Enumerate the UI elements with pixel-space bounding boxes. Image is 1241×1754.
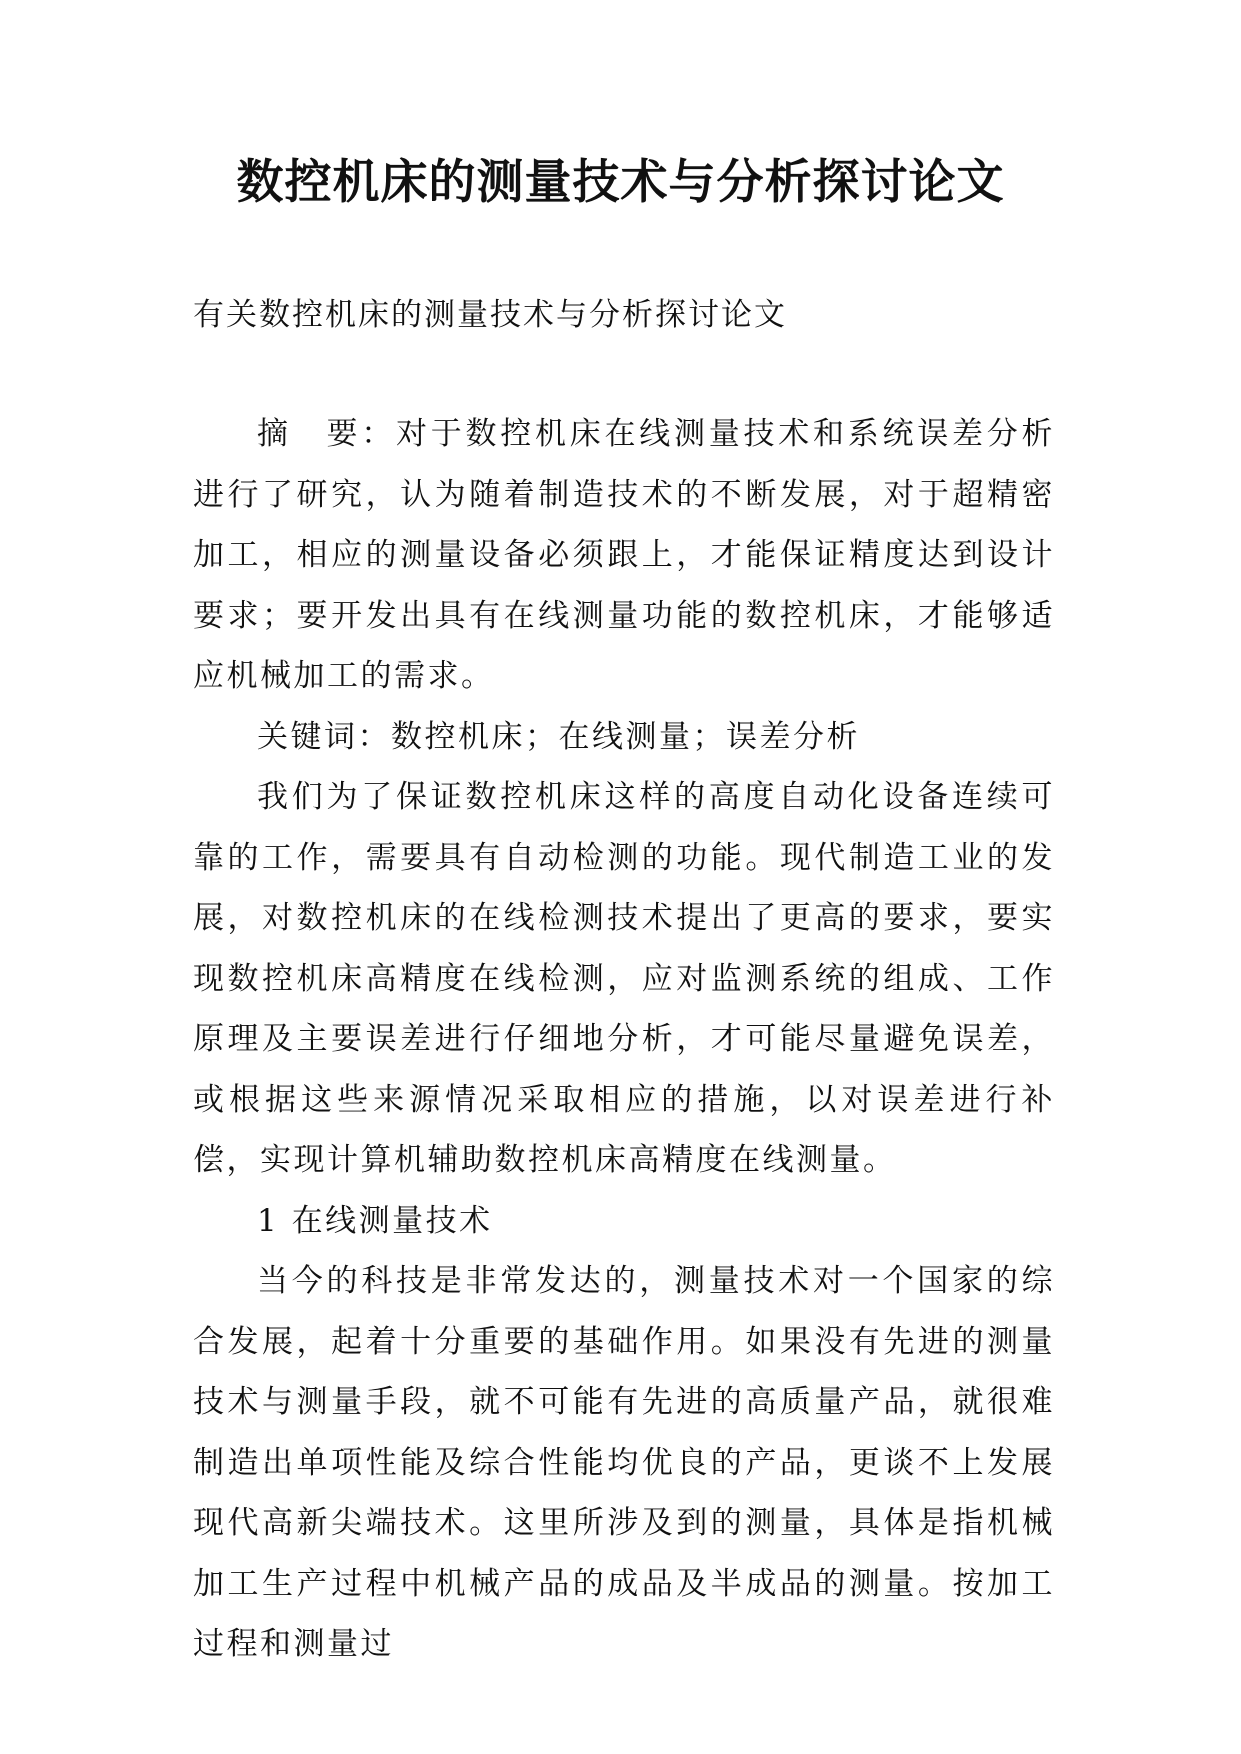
section-paragraph: 当今的科技是非常发达的，测量技术对一个国家的综合发展，起着十分重要的基础作用。如果没有先进的测量技术与测量手段，就不可能有先进的高质量产品，就很难制造出单项性能及综合性能均优良的产品，更谈不上发展现代高新尖端技术。这里所涉及到的测量，具体是指机械加工生产过程中机械产品的成品及半成品的测量。按加工过程和测量过 xyxy=(193,1263,1055,1662)
document-subtitle: 有关数控机床的测量技术与分析探讨论文 xyxy=(193,297,787,333)
document-body xyxy=(193,404,1055,1675)
section-heading: 1 在线测量技术 xyxy=(257,1202,493,1239)
intro-paragraph: 我们为了保证数控机床这样的高度自动化设备连续可靠的工作，需要具有自动检测的功能。现代制造工业的发展，对数控机床的在线检测技术提出了更高的要求，要实现数控机床高精度在线检测，应对监测系统的组成、工作原理及主要误差进行仔细地分析，才可能尽量避免误差，或根据这些来源情况采取相应的措施，以对误差进行补偿，实现计算机辅助数控机床高精度在线测量。 xyxy=(193,779,1055,1178)
abstract-paragraph: 摘 要：对于数控机床在线测量技术和系统误差分析进行了研究，认为随着制造技术的不断发展，对于超精密加工，相应的测量设备必须跟上，才能保证精度达到设计要求；要开发出具有在线测量功能的数控机床，才能够适应机械加工的需求。 xyxy=(193,416,1055,694)
document-title: 数控机床的测量技术与分析探讨论文 xyxy=(236,155,1005,210)
keywords-paragraph: 关键词：数控机床；在线测量；误差分析 xyxy=(257,718,860,755)
